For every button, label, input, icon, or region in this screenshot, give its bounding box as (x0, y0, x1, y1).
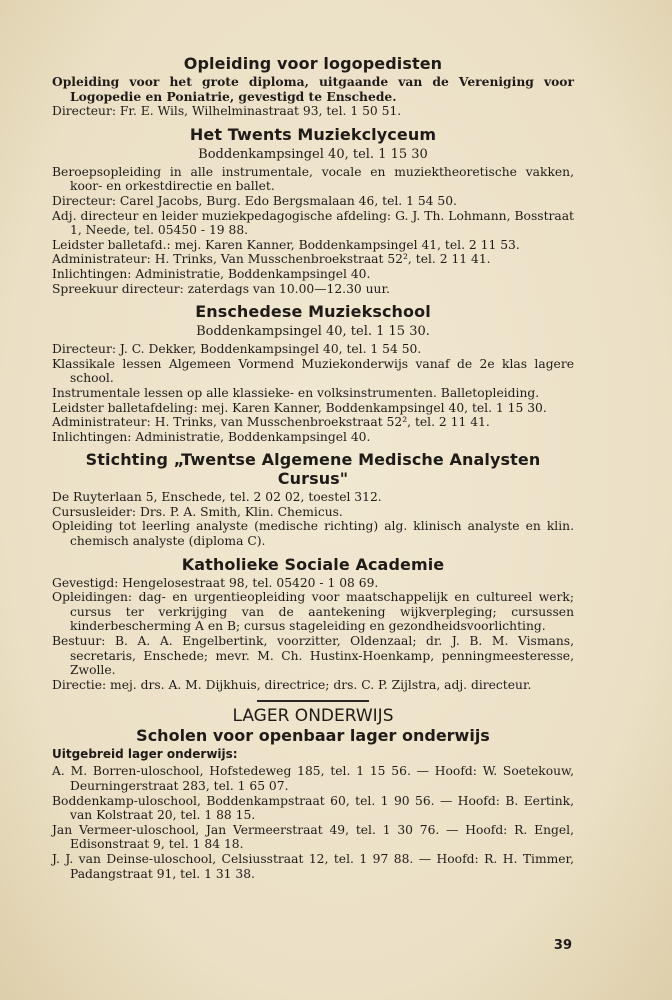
entry: Opleidingen: dag- en urgentieopleiding voor maatschappelijk en cultureel werk; cursus ter verkrijging van de aantekening wijkverpleging; cursussen kinderbescherming A en B; cursus stageleiding en gezondheidsvoorlichting. (52, 590, 574, 634)
entry: Administrateur: H. Trinks, Van Musschenbroekstraat 52², tel. 2 11 41. (52, 252, 491, 267)
entry: J. J. van Deinse-uloschool, Celsiusstraat 12, tel. 1 97 88. — Hoofd: R. H. Timmer, Padangstraat 91, tel. 1 31 38. (52, 851, 574, 881)
section-address: Boddenkampsingel 40, tel. 1 15 30. (196, 324, 430, 340)
entry: Opleiding tot leerling analyste (medische richting) alg. klinisch analyste en klin. chemisch analyste (diploma C). (52, 519, 574, 549)
entry: A. M. Borren-uloschool, Hofstedeweg 185, tel. 1 15 56. — Hoofd: W. Soetekouw, Deurningerstraat 283, tel. 1 65 07. (52, 764, 574, 793)
entry: Directeur: Carel Jacobs, Burg. Edo Bergsmalaan 46, tel. 1 54 50. (52, 193, 457, 208)
entry: Inlichtingen: Administratie, Boddenkampsingel 40. (52, 429, 371, 444)
entry: Opleiding voor het grote diploma, uitgaande van de Vereniging voor Logopedie en Poniatrie, gevestigd te Enschede. (52, 74, 574, 104)
chapter-subheading: Scholen voor openbaar lager onderwijs (136, 726, 490, 746)
entry: Leidster balletafdeling: mej. Karen Kanner, Boddenkampsingel 40, tel. 1 15 30. (52, 400, 547, 415)
category-heading: Uitgebreid lager onderwijs: (52, 747, 238, 762)
section-title-logopedisten: Opleiding voor logopedisten (183, 54, 443, 73)
entry: Beroepsopleiding in alle instrumentale, vocale en muziektheoretische vakken, koor- en orkestdirectie en ballet. (52, 164, 574, 194)
entry: Cursusleider: Drs. P. A. Smith, Klin. Chemicus. (52, 504, 343, 519)
entry: Administrateur: H. Trinks, van Musschenbroekstraat 52², tel. 2 11 41. (52, 415, 490, 430)
divider (257, 700, 369, 702)
entry: Jan Vermeer-uloschool, Jan Vermeerstraat 49, tel. 1 30 76. — Hoofd: R. Engel, Edisonstraat 9, tel. 1 84 18. (52, 822, 574, 852)
chapter-heading: LAGER ONDERWIJS (232, 706, 394, 727)
entry: Directeur: J. C. Dekker, Boddenkampsingel 40, tel. 1 54 50. (52, 342, 422, 357)
entry: Inlichtingen: Administratie, Boddenkampsingel 40. (52, 266, 371, 281)
entry: Boddenkamp-uloschool, Boddenkampstraat 60, tel. 1 90 56. — Hoofd: B. Eertink, van Kolstraat 20, tel. 1 88 15. (52, 793, 574, 823)
entry: Leidster balletafd.: mej. Karen Kanner, Boddenkampsingel 41, tel. 2 11 53. (52, 237, 520, 252)
entry: Spreekuur directeur: zaterdags van 10.00—12.30 uur. (52, 281, 390, 296)
section-title-analysten-cursus: Stichting „Twentse Algemene Medische Analysten Cursus" (85, 450, 541, 489)
page-content (52, 54, 574, 881)
section-title-sociale-academie: Katholieke Sociale Academie (181, 554, 445, 574)
section-title-muziekschool: Enschedese Muziekschool (195, 302, 431, 322)
entry: Instrumentale lessen op alle klassieke- en volksinstrumenten. Balletopleiding. (52, 385, 540, 400)
entry: Adj. directeur en leider muziekpedagogische afdeling: G. J. Th. Lohmann, Bosstraat 1, Neede, tel. 05450 - 19 88. (52, 208, 574, 238)
entry: Directeur: Fr. E. Wils, Wilhelminastraat 93, tel. 1 50 51. (52, 104, 402, 119)
entry: Directie: mej. drs. A. M. Dijkhuis, directrice; drs. C. P. Zijlstra, adj. directeur. (52, 677, 532, 692)
section-address: Boddenkampsingel 40, tel. 1 15 30 (198, 146, 428, 162)
entry: Gevestigd: Hengelosestraat 98, tel. 05420 - 1 08 69. (52, 575, 379, 590)
entry: Bestuur: B. A. A. Engelbertink, voorzitter, Oldenzaal; dr. J. B. M. Vismans, secretaris, Enschede; mevr. M. Ch. Hustinx-Hoenkamp, penningmeesteresse, Zwolle. (52, 634, 574, 678)
page-number: 39 (553, 938, 572, 953)
entry: Klassikale lessen Algemeen Vormend Muziekonderwijs vanaf de 2e klas lagere school. (52, 356, 574, 386)
entry: De Ruyterlaan 5, Enschede, tel. 2 02 02, toestel 312. (52, 490, 382, 505)
section-title-muziekclyceum: Het Twents Muziekclyceum (189, 124, 437, 144)
